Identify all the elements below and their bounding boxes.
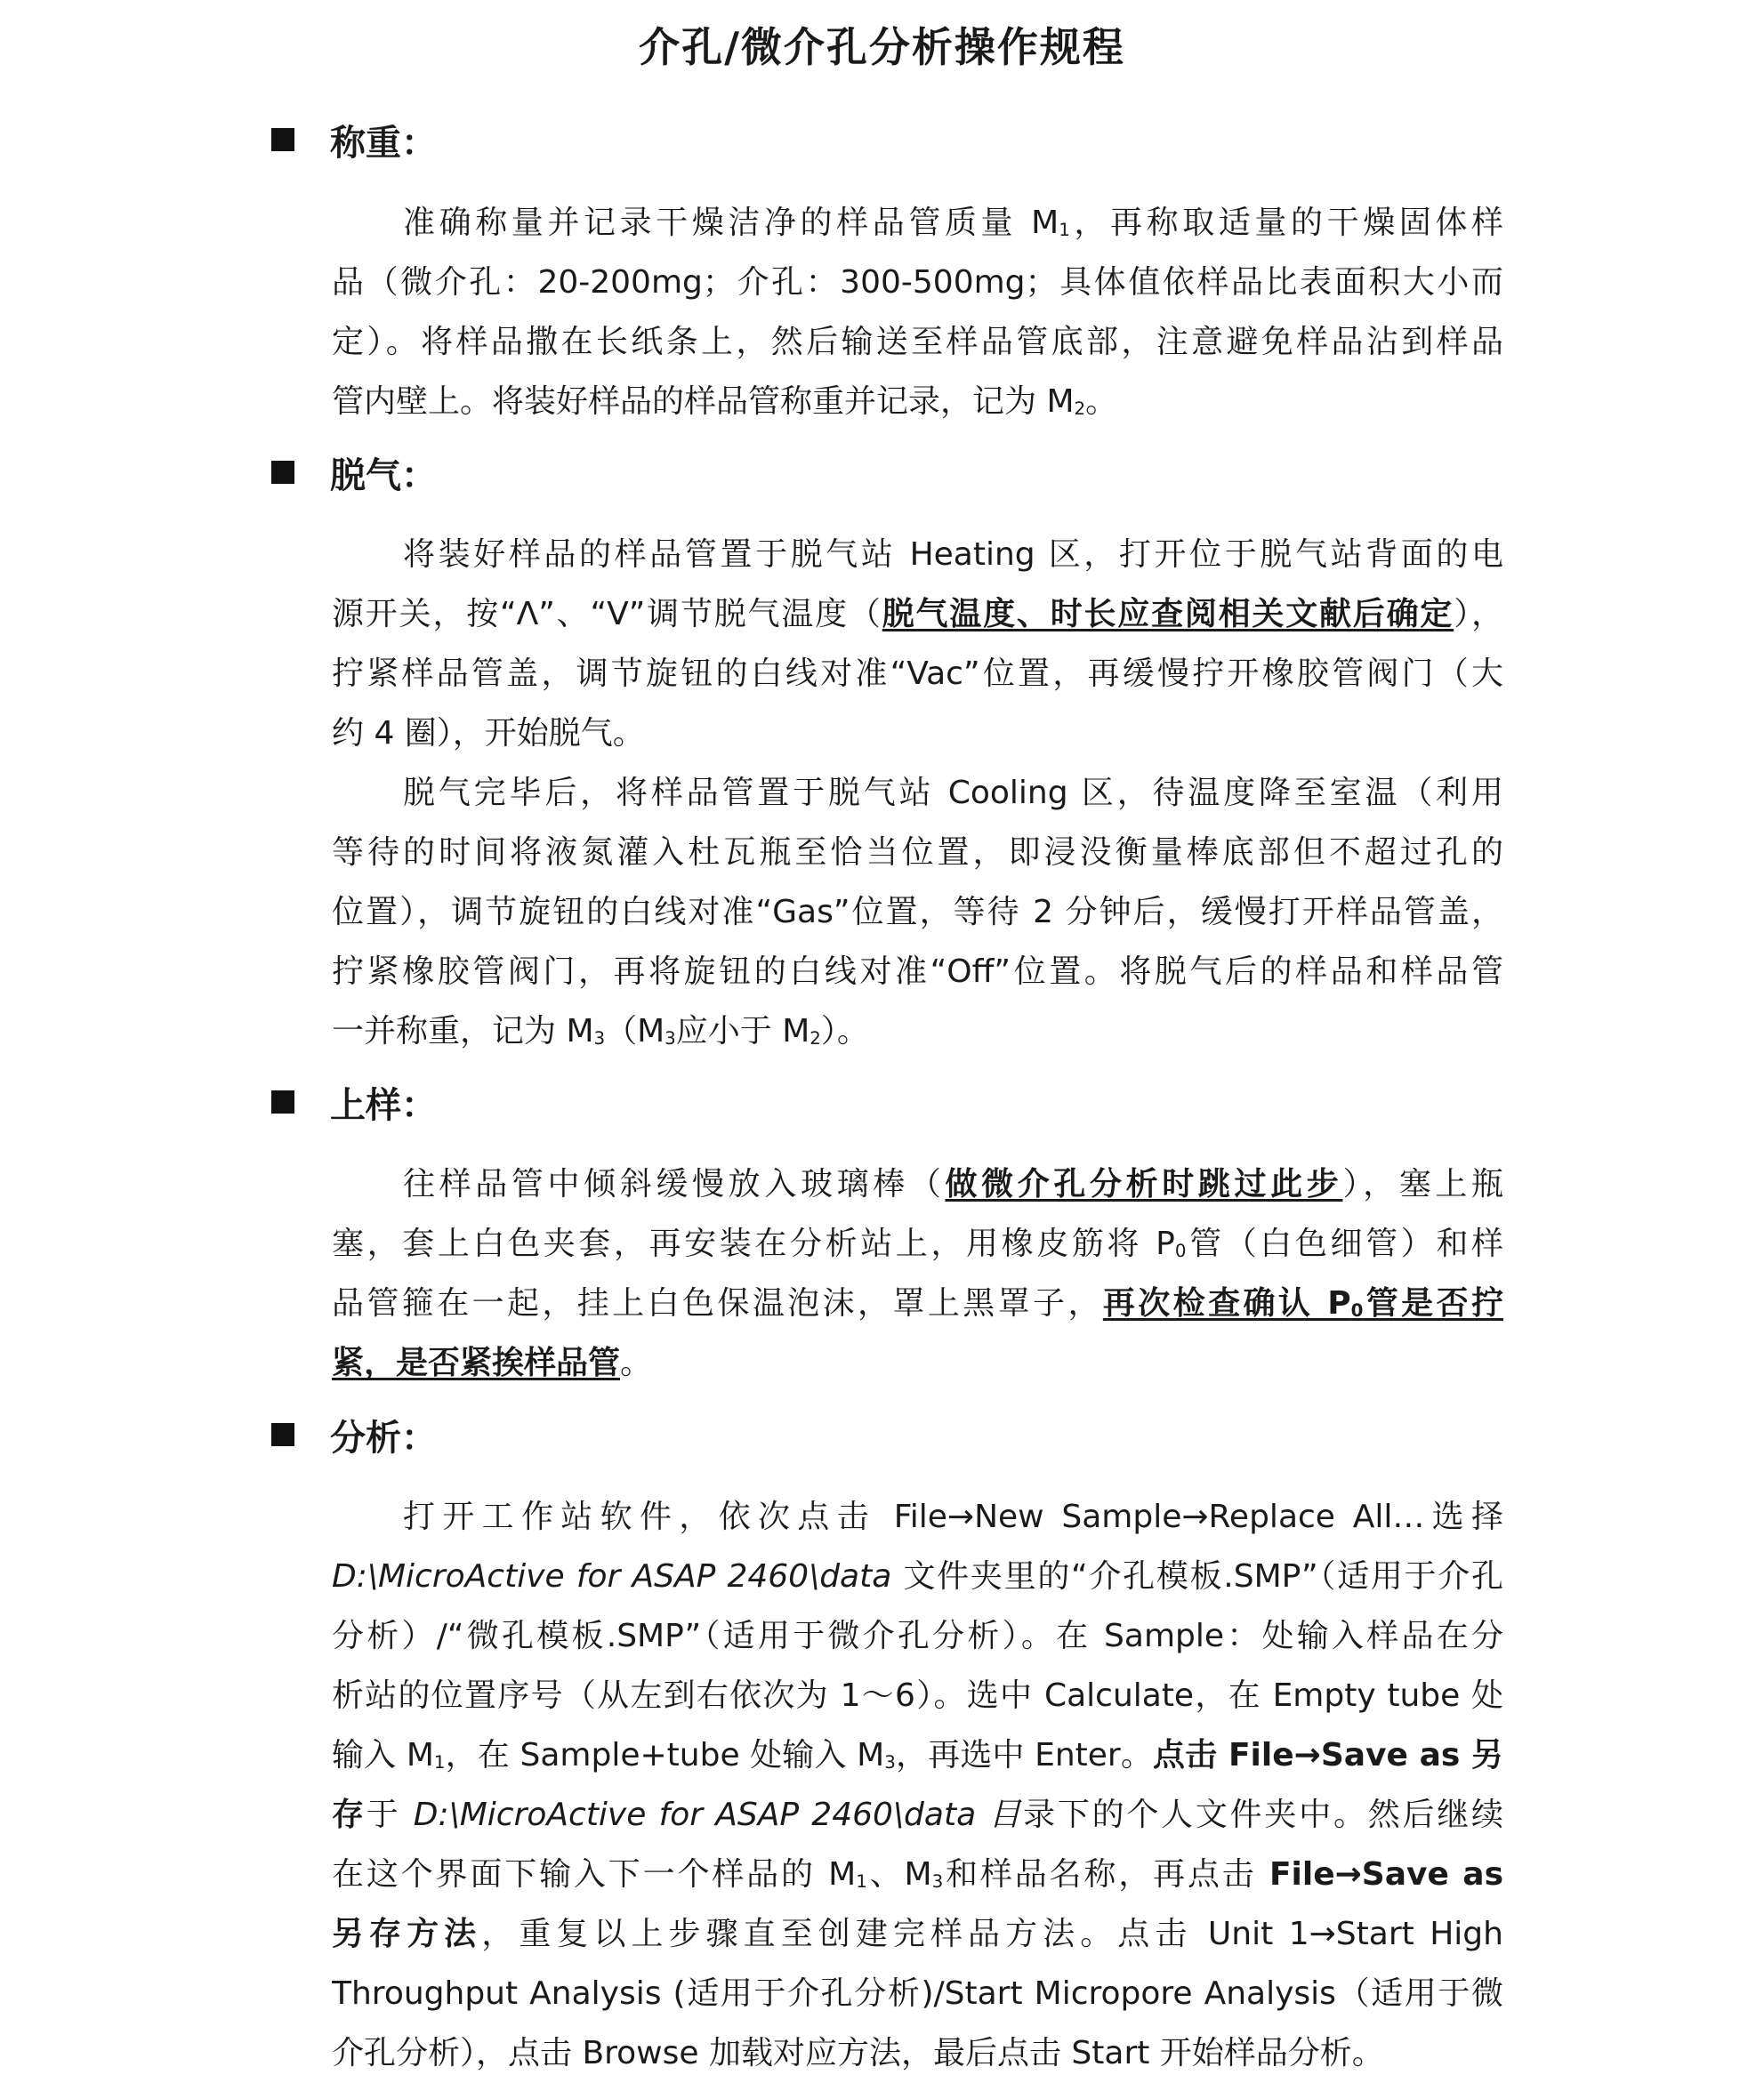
subscript: 0 xyxy=(1174,1240,1187,1261)
text-run: 约 4 圈），开始脱气。 xyxy=(332,715,645,752)
section-heading-text: 称重： xyxy=(330,122,437,164)
section-body-analysis xyxy=(332,1487,1503,2083)
text-run: 分析）/“微孔模板.SMP”（适用于微介孔分析）。在 Sample：处输入样品在分 xyxy=(332,1618,1503,1654)
text-run: 录下的个人文件夹中。然后继续 xyxy=(1023,1797,1503,1833)
text-run: 存 xyxy=(332,1797,366,1833)
text-run: 位置），调节旋钮的白线对准“Gas”位置，等待 2 分钟后，缓慢打开样品管盖， xyxy=(332,894,1503,930)
text-run: ，再选中 Enter。 xyxy=(895,1737,1154,1773)
text-run: 输入 M xyxy=(332,1737,434,1773)
square-bullet-icon xyxy=(271,1423,294,1446)
subscript: 3 xyxy=(884,1751,896,1773)
text-run: 管（白色细管）和样 xyxy=(1186,1226,1503,1262)
section-body-loading xyxy=(332,1154,1503,1393)
subscript: 3 xyxy=(931,1870,944,1892)
paragraph-line xyxy=(332,1606,1503,1666)
subscript: 1 xyxy=(433,1751,446,1773)
text-run: Throughput Analysis (适用于介孔分析)/Start Micropore Analysis（适用于微 xyxy=(332,1975,1503,2012)
text-run: 拧紧橡胶管阀门，再将旋钮的白线对准“Off”位置。将脱气后的样品和样品管 xyxy=(332,953,1503,990)
text-run: 管是否拧 xyxy=(1363,1285,1503,1322)
text-run: 。 xyxy=(620,1345,653,1381)
paragraph-line xyxy=(332,1785,1503,1845)
paragraph-line xyxy=(332,1333,1503,1393)
text-run: 另存方法 xyxy=(332,1916,482,1952)
text-run: 品（微介孔：20-200mg；介孔：300-500mg；具体值依样品比表面积大小而 xyxy=(332,264,1503,301)
paragraph-line xyxy=(332,1725,1503,1785)
paragraph-line xyxy=(332,942,1503,1001)
paragraph-line xyxy=(332,253,1503,312)
text-run: 源开关，按“Λ”、“V”调节脱气温度（ xyxy=(332,596,882,632)
text-run: ）， xyxy=(1454,596,1503,632)
section-heading-text: 脱气： xyxy=(330,454,437,496)
text-run: 等待的时间将液氮灌入杜瓦瓶至恰当位置，即浸没衡量棒底部但不超过孔的 xyxy=(332,834,1503,871)
text-run: 介孔分析），点击 Browse 加载对应方法，最后点击 Start 开始样品分析。 xyxy=(332,2035,1384,2071)
paragraph-line xyxy=(332,1154,1503,1214)
text-run: ，在 Sample+tube 处输入 M xyxy=(445,1737,885,1773)
subscript: 2 xyxy=(1074,398,1086,419)
paragraph-line xyxy=(332,1487,1503,1547)
document-title: 介孔/微介孔分析操作规程 xyxy=(639,23,1125,71)
section-body-weighing xyxy=(332,193,1503,431)
text-run: （M xyxy=(605,1013,665,1050)
text-run: 将装好样品的样品管置于脱气站 Heating 区，打开位于脱气站背面的电 xyxy=(403,536,1503,573)
text-run: 紧，是否紧挨样品管 xyxy=(332,1345,621,1381)
subscript: 3 xyxy=(665,1027,676,1049)
text-run: 再次检查确认 P xyxy=(1102,1285,1351,1322)
subscript: 1 xyxy=(856,1870,867,1892)
paragraph-line xyxy=(332,1904,1503,1964)
subscript: 3 xyxy=(593,1027,606,1049)
paragraph-line xyxy=(332,1845,1503,1904)
subscript: 2 xyxy=(810,1027,821,1049)
text-run: 文件夹里的“介孔模板.SMP”（适用于介孔 xyxy=(891,1558,1503,1595)
text-run: ）。 xyxy=(820,1013,869,1050)
paragraph-line xyxy=(332,1547,1503,1606)
text-run: ，重复以上步骤直至创建完样品方法。点击 Unit 1→Start High xyxy=(481,1916,1503,1952)
square-bullet-icon xyxy=(271,1090,294,1114)
text-run: File→Save as xyxy=(1269,1856,1503,1893)
section-heading-loading xyxy=(271,1071,437,1133)
text-run: 于 xyxy=(366,1797,414,1833)
text-run: 塞，套上白色夹套，再安装在分析站上，用橡皮筋将 P xyxy=(332,1226,1175,1262)
section-body-degassing xyxy=(332,525,1503,1061)
text-run: 、M xyxy=(866,1856,932,1893)
paragraph-line xyxy=(332,525,1503,584)
text-run: 拧紧样品管盖，调节旋钮的白线对准“Vac”位置，再缓慢拧开橡胶管阀门（大 xyxy=(332,655,1503,692)
paragraph-line xyxy=(332,1274,1503,1333)
text-run: 往样品管中倾斜缓慢放入玻璃棒（ xyxy=(403,1166,946,1202)
text-run: 一并称重，记为 M xyxy=(332,1013,594,1050)
square-bullet-icon xyxy=(271,461,294,484)
text-run: 。 xyxy=(1085,383,1118,420)
text-run: 脱气温度、时长应查阅相关文献后确定 xyxy=(882,596,1454,632)
text-run: 在这个界面下输入下一个样品的 M xyxy=(332,1856,857,1893)
paragraph-line xyxy=(332,882,1503,942)
text-run: ，再称取适量的干燥固体样 xyxy=(1069,205,1503,241)
section-heading-weighing xyxy=(271,109,437,171)
text-run: 脱气完毕后，将样品管置于脱气站 Cooling 区，待温度降至室温（利用 xyxy=(403,775,1503,811)
paragraph-line xyxy=(332,1001,1503,1061)
paragraph-line xyxy=(332,763,1503,823)
paragraph-line xyxy=(332,704,1503,763)
text-run: ），塞上瓶 xyxy=(1342,1166,1503,1202)
text-run: D:\MicroActive for ASAP 2460\data 目 xyxy=(413,1797,1024,1833)
paragraph-line xyxy=(332,2023,1503,2083)
paragraph-line xyxy=(332,1964,1503,2023)
paragraph-line xyxy=(332,1666,1503,1725)
text-run: 应小于 M xyxy=(675,1013,810,1050)
paragraph-line xyxy=(332,312,1503,372)
text-run: 准确称量并记录干燥洁净的样品管质量 M xyxy=(403,205,1059,241)
text-run: 打开工作站软件，依次点击 File→New Sample→Replace All…选择 xyxy=(403,1499,1503,1535)
paragraph-line xyxy=(332,193,1503,253)
text-run: 和样品名称，再点击 xyxy=(943,1856,1269,1893)
text-run: 点击 File→Save as 另 xyxy=(1153,1737,1503,1773)
text-run: 析站的位置序号（从左到右依次为 1～6）。选中 Calculate，在 Empty tube 处 xyxy=(332,1677,1503,1714)
section-heading-text: 分析： xyxy=(330,1417,437,1459)
square-bullet-icon xyxy=(271,128,294,151)
text-run: 做微介孔分析时跳过此步 xyxy=(945,1166,1343,1202)
paragraph-line xyxy=(332,644,1503,704)
paragraph-line xyxy=(332,1214,1503,1274)
text-run: 定）。将样品撒在长纸条上，然后输送至样品管底部，注意避免样品沾到样品 xyxy=(332,324,1503,360)
paragraph-line xyxy=(332,584,1503,644)
text-run: 品管箍在一起，挂上白色保温泡沫，罩上黑罩子， xyxy=(332,1285,1103,1322)
section-heading-degassing xyxy=(271,441,437,503)
section-heading-text: 上样： xyxy=(330,1084,437,1126)
subscript: 0 xyxy=(1350,1299,1364,1321)
section-heading-analysis xyxy=(271,1403,437,1466)
text-run: D:\MicroActive for ASAP 2460\data xyxy=(332,1558,892,1595)
subscript: 1 xyxy=(1059,219,1070,240)
text-run: 管内壁上。将装好样品的样品管称重并记录，记为 M xyxy=(332,383,1075,420)
paragraph-line xyxy=(332,823,1503,882)
paragraph-line xyxy=(332,372,1503,431)
